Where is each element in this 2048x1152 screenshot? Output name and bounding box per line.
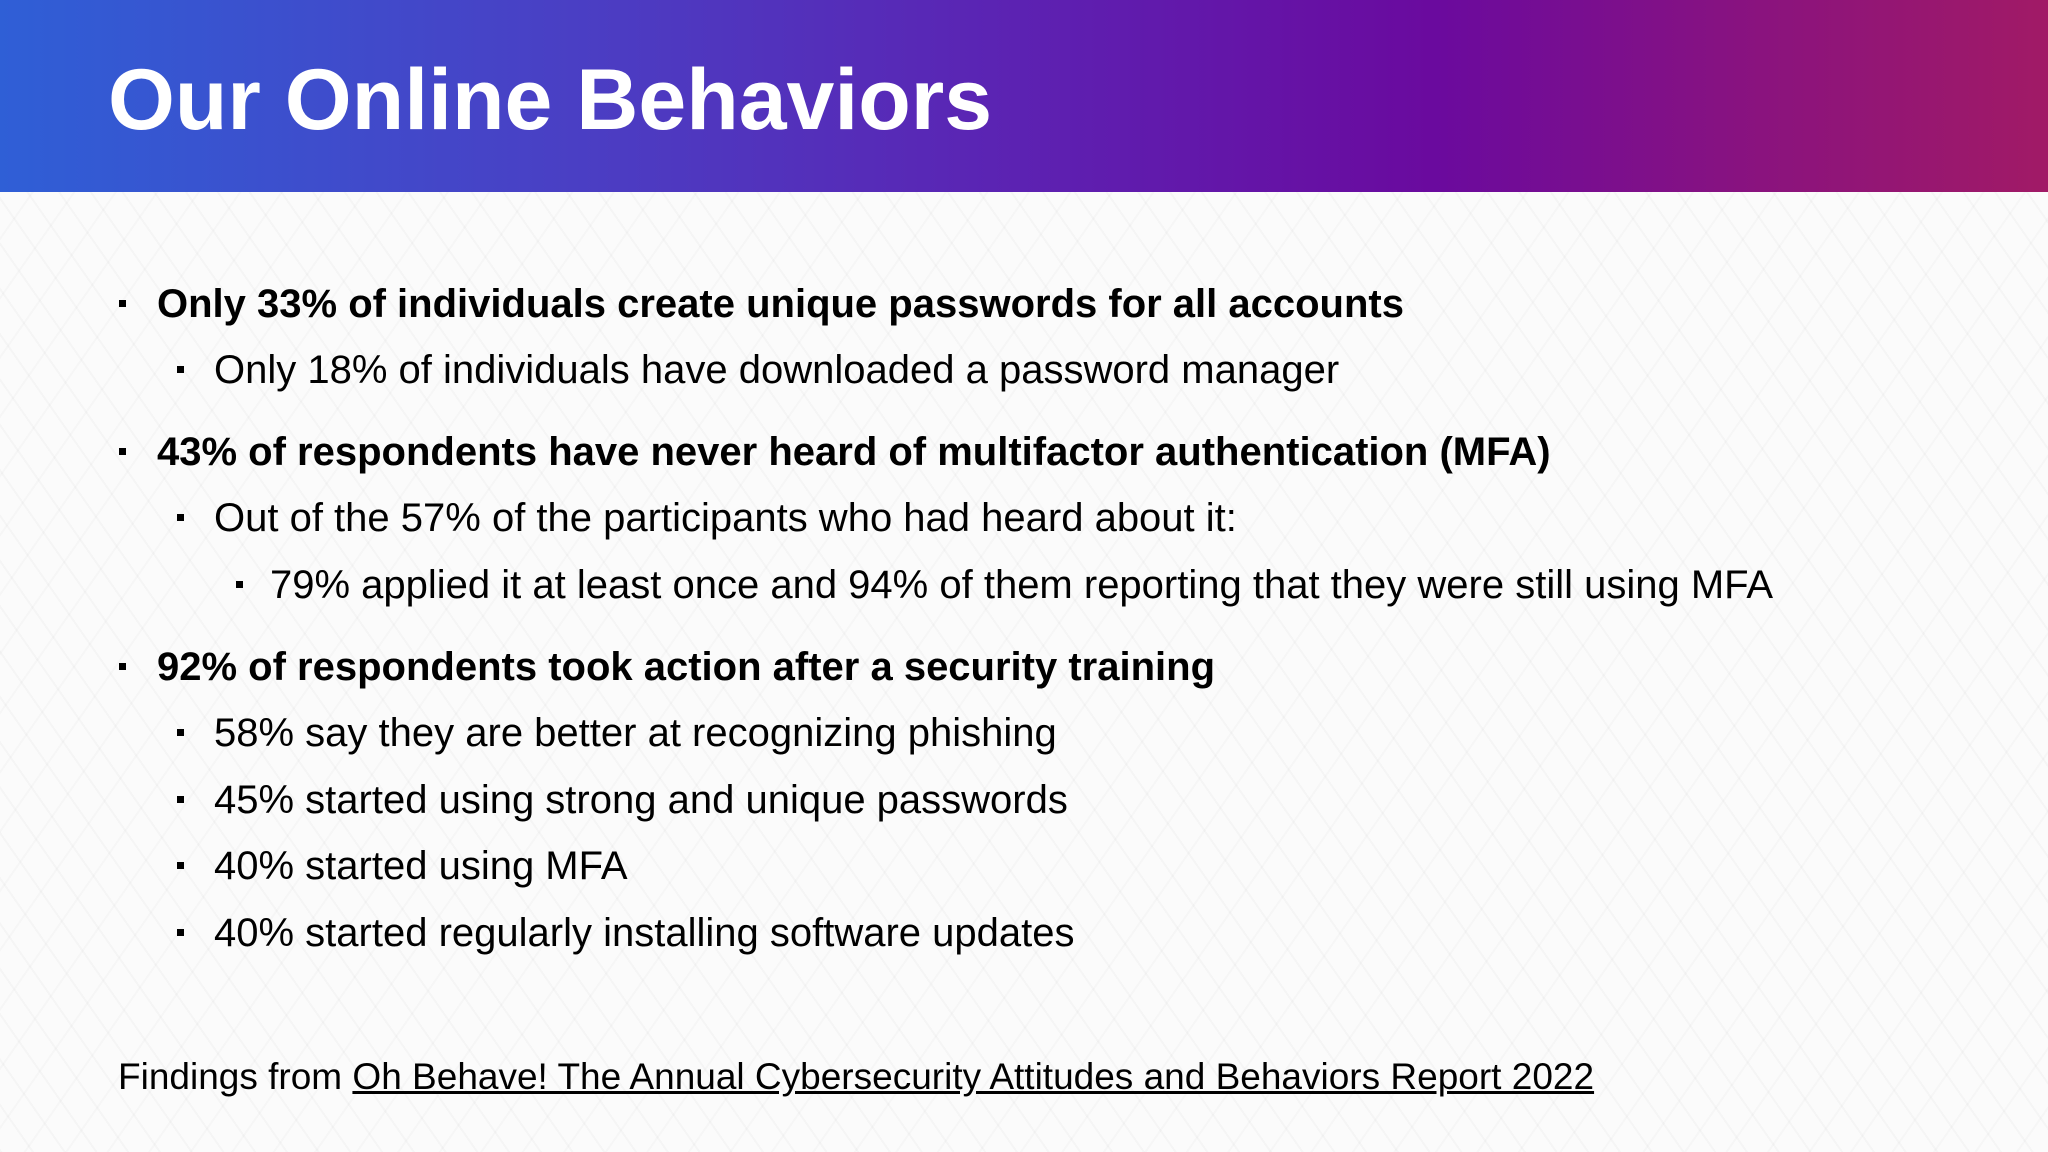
bullet-text: 40% started regularly installing software updates [214, 911, 1075, 955]
square-bullet-icon [119, 663, 126, 670]
sub-bullet-using-mfa [214, 842, 628, 890]
square-bullet-icon [119, 448, 126, 455]
report-link[interactable]: Oh Behave! The Annual Cybersecurity Attitudes and Behaviors Report 2022 [352, 1056, 1595, 1097]
sub-bullet-heard-about-mfa [214, 494, 1237, 542]
bullet-text: 40% started using MFA [214, 844, 628, 888]
sub-bullet-phishing [214, 709, 1057, 757]
bullet-security-training [157, 643, 1215, 691]
square-bullet-icon [177, 929, 184, 936]
source-prefix: Findings from [118, 1056, 353, 1097]
bullet-text: Only 18% of individuals have downloaded a password manager [214, 348, 1340, 392]
source-citation [118, 1055, 1594, 1099]
square-bullet-icon [177, 514, 184, 521]
bullet-text: 43% of respondents have never heard of multifactor authentication (MFA) [157, 430, 1551, 474]
square-bullet-icon [119, 300, 126, 307]
sub-bullet-strong-passwords [214, 776, 1068, 824]
square-bullet-icon [177, 796, 184, 803]
sub-sub-bullet-mfa-usage [270, 561, 1773, 609]
sub-bullet-password-manager [214, 346, 1339, 394]
sub-bullet-software-updates [214, 909, 1074, 957]
square-bullet-icon [177, 366, 184, 373]
bullet-text: 79% applied it at least once and 94% of them reporting that they were still using MFA [270, 563, 1774, 607]
square-bullet-icon [177, 729, 184, 736]
bullet-mfa-awareness [157, 428, 1551, 476]
slide-title: Our Online Behaviors [108, 52, 993, 148]
bullet-unique-passwords [157, 280, 1404, 328]
bullet-text: Out of the 57% of the participants who had heard about it: [214, 496, 1237, 540]
bullet-text: Only 33% of individuals create unique passwords for all accounts [157, 282, 1404, 326]
bullet-text: 92% of respondents took action after a security training [157, 645, 1216, 689]
square-bullet-icon [177, 862, 184, 869]
bullet-text: 45% started using strong and unique passwords [214, 778, 1068, 822]
square-bullet-icon [236, 581, 243, 588]
bullet-text: 58% say they are better at recognizing phishing [214, 711, 1057, 755]
